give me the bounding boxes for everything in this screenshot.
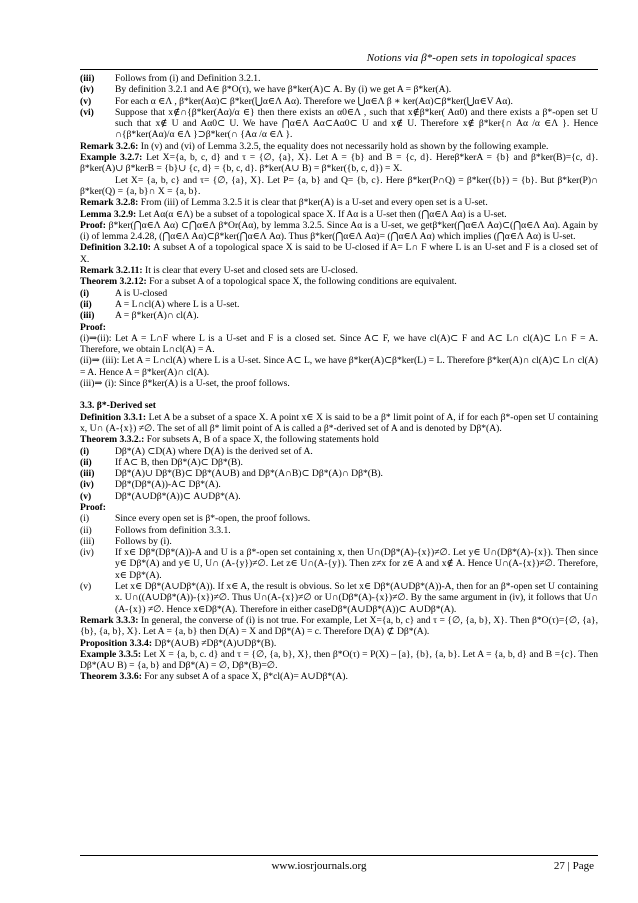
lemma-item xyxy=(80,84,598,95)
condition-label: (ii) xyxy=(80,298,92,310)
theorem-label: Theorem 3.3.6: xyxy=(80,671,142,683)
proof-item-text: Since every open set is β*-open, the proof follows. xyxy=(115,513,311,525)
theorem-text: For any subset A of a space X, β*cl(A)= A∪Dβ*(A). xyxy=(141,671,348,683)
condition-text: A = L∩cl(A) where L is a U-set. xyxy=(115,298,240,310)
remark-3-3-3 xyxy=(80,615,598,638)
condition-text: A = β*ker(A)∩ cl(A). xyxy=(115,310,199,322)
proof-item xyxy=(80,525,598,536)
lemma-item xyxy=(80,73,598,84)
item-text: Suppose that x∉∩{β*ker(Aα)/α ∈} then there exists an α0∈Λ , such that x∉β*ker( Aα0) and there exists a β*-open set U such that x∉ U and Aα0⊂ U. We have ⋂α∈Λ Aα⊂Aα0⊂ U and x∉ U. Therefore x∉ β*ker{∩ Aα /α ∈Λ }. Hence ∩{β*ker(Aα)/α ∈Λ }⊃β*ker(∩ {Aα /α ∈Λ }. xyxy=(115,106,598,141)
proof-item-label: (iii) xyxy=(80,535,95,547)
statement-text: If A⊂ B, then Dβ*(A)⊂ Dβ*(B). xyxy=(115,456,243,468)
remark-3-2-6 xyxy=(80,141,598,152)
proof-item xyxy=(80,513,598,524)
proof-item-label: (v) xyxy=(80,581,92,593)
proof-item xyxy=(80,547,598,581)
theorem-label: Theorem 3.2.12: xyxy=(80,276,147,288)
proof-item xyxy=(80,536,598,547)
lemma-item xyxy=(80,96,598,107)
statement-item xyxy=(80,479,598,490)
remark-3-2-8 xyxy=(80,197,598,208)
definition-text: A subset A of a topological space X is said to be U-closed if A= L∩ F where L is an U-set and F is a closed set of X. xyxy=(80,242,598,265)
definition-label: Definition 3.2.10: xyxy=(80,242,152,254)
proof-label: Proof: xyxy=(80,219,106,231)
example-text: Let X = {a, b, c. d} and τ = {∅, {a, b}, X}, then β*O(τ) = P(X) – [a}, {b}, {a, b}. Let A = {a, b, d} and B ={c}. Then Dβ*(A∪ B) = {a, b} and Dβ*(A) = ∅, Dβ*(B)=∅. xyxy=(80,648,598,672)
condition-text: A is U-closed xyxy=(115,287,168,299)
example-label: Example 3.2.7: xyxy=(80,152,143,164)
proof-item-label: (i) xyxy=(80,513,90,525)
proof-heading xyxy=(80,502,598,513)
page-body xyxy=(80,73,598,683)
proof-item-text: Follows by (i). xyxy=(115,535,172,547)
proposition-3-3-4 xyxy=(80,638,598,649)
theorem-3-3-6 xyxy=(80,671,598,682)
remark-text: In general, the converse of (i) is not true. For example, Let X={a, b, c} and τ = {∅, {a, b}, X}. Then β*O(τ)={∅, {a}, {b}, {a, b}, X}. Let A = {a, b} then D(A) = X and Dβ*(A) = c. Therefore D(A) ⊄ Dβ*(A). xyxy=(80,614,598,638)
proof-text: β*ker(⋂α∈Λ Aα) ⊂⋂α∈Λ β*Or(Aα), by lemma 3.2.5. Since Aα is a U-set, we getβ*ker(⋂α∈Λ Aα)⊂(⋂α∈Λ Aα). Again by (i) of lemma 2.4.28, (⋂α∈Λ Aα)⊂β*ker(⋂α∈Λ Aα). Thus β*ker(⋂α∈Λ Aα)= (⋂α∈Λ Aα) which implies (⋂α∈Λ Aα) is U-set. xyxy=(80,219,598,243)
proof-item-text: Let x∈ Dβ*(A∪Dβ*(A)). If x∈ A, the result is obvious. So let x∈ Dβ*(A∪Dβ*(A))-A, then for an β*-open set U containing x. U∩((A∪Dβ*(A))-{x})≠∅. Thus U∩(A-{x})≠∅ or U∩(Dβ*(A)-{x})≠∅. By the same argument in (iv), it follows that U∩ (A-{x}) ≠∅. Hence x∈Dβ*(A). Therefore in either caseDβ*(A∪Dβ*(A))⊂ A∪Dβ*(A). xyxy=(115,581,598,615)
proposition-text: Dβ*(A∪B) ≠Dβ*(A)∪Dβ*(B). xyxy=(152,637,277,649)
statement-text: Dβ*(A) ⊂D(A) where D(A) is the derived set of A. xyxy=(115,445,313,457)
footer-rule xyxy=(80,855,598,856)
theorem-3-3-2 xyxy=(80,434,598,445)
footer-url[interactable]: www.iosrjournals.org xyxy=(271,860,367,872)
section-heading: 3.3. β*-Derived set xyxy=(80,400,156,412)
item-text: For each α ∈Λ , β*ker(Aα)⊂ β*ker(⋃α∈Λ Aα). Therefore we ⋃α∈Λ β ∗ ker(Aα)⊂β*ker(⋃α∈V Aα). xyxy=(115,95,513,107)
proof-item-label: (iv) xyxy=(80,547,94,559)
item-label: (iii) xyxy=(80,73,95,84)
remark-text: In (v) and (vi) of Lemma 3.2.5, the equality does not necessarily hold as shown by the following example. xyxy=(138,140,549,152)
statement-text: Dβ*(A∪Dβ*(A))⊂ A∪Dβ*(A). xyxy=(115,490,241,502)
remark-text: It is clear that every U-set and closed sets are U-closed. xyxy=(142,265,358,277)
item-label: (iv) xyxy=(80,84,94,96)
theorem-label: Theorem 3.3.2.: xyxy=(80,434,145,446)
remark-label: Remark 3.2.11: xyxy=(80,265,143,277)
statement-item xyxy=(80,457,598,468)
definition-text: Let A be a subset of a space X. A point x∈ X is said to be a β* limit point of A, if for each β*-open set U containing x, U∩ (A-{x}) ≠∅. The set of all β* limit point of A is called a β*-derived set of A and is denoted by Dβ*(A). xyxy=(80,411,598,434)
remark-label: Remark 3.2.8: xyxy=(80,197,139,209)
condition-label: (i) xyxy=(80,287,90,299)
statement-text: Dβ*(Dβ*(A))-A⊂ Dβ*(A). xyxy=(115,479,221,491)
proof-label: Proof: xyxy=(80,321,106,333)
proof-line: (iii)⇒ (i): Since β*ker(A) is a U-set, the proof follows. xyxy=(80,378,290,390)
lemma-label: Lemma 3.2.9: xyxy=(80,208,137,220)
proof-label: Proof: xyxy=(80,501,106,513)
condition-item xyxy=(80,299,598,310)
definition-3-3-1 xyxy=(80,412,598,435)
proof-item xyxy=(80,581,598,615)
example-3-2-7-continued: Let X= {a, b, c} and τ= {∅, {a}, X}. Let P= {a, b} and Q= {b, c}. Here β*ker(P∩Q) = β*ker({b}) = {b}. But β*ker(P)∩ β*ker(Q) = {a, b}∩ X = {a, b}. xyxy=(80,174,598,197)
condition-label: (iii) xyxy=(80,310,95,322)
proof-item-text: If x∈ Dβ*(Dβ*(A))-A and U is a β*-open set containing x, then U∩(Dβ*(A)-{x})≠∅. Let y∈ U∩(Dβ*(A)-{x}). Then since y∈ Dβ*(A) and y∈ U, U∩ (A-{y})≠∅. Let z∈ U∩(A-{y}). Then z≠x for z∈ A and x∉ A. Hence U∩(A-{x})≠∅. Therefore, x∈ Dβ*(A). xyxy=(115,547,598,581)
condition-item xyxy=(80,310,598,321)
statement-item xyxy=(80,446,598,457)
theorem-3-2-12 xyxy=(80,276,598,287)
lemma-item xyxy=(80,107,598,141)
example-3-2-7 xyxy=(80,152,598,175)
item-label: (v) xyxy=(80,95,92,107)
remark-text: From (iii) of Lemma 3.2.5 it is clear that β*ker(A) is a U-set and every open set is a U-set. xyxy=(138,197,488,209)
item-text: Follows from (i) and Definition 3.2.1. xyxy=(115,73,261,84)
proof-item-label: (ii) xyxy=(80,524,92,536)
page-number: 27 | Page xyxy=(553,860,594,872)
example-text: Let X={a, b, c, d} and τ = {∅, {a}, X}. Let A = {b} and B = {c, d}. Hereβ*kerA = {b} and β*ker(B)={c, d}. β*ker(A)∪ β*kerB = {b}∪ {c, d} = {b, c, d}. β*ker(A∪ B) = β*ker({b, c, d}) = X. xyxy=(80,152,598,175)
header-rule xyxy=(80,69,598,70)
item-label: (vi) xyxy=(80,106,94,118)
statement-text: Dβ*(A)∪ Dβ*(B)⊂ Dβ*(A∪B) and Dβ*(A∩B)⊂ Dβ*(A)∩ Dβ*(B). xyxy=(115,468,383,480)
theorem-text: For a subset A of a topological space X, the following conditions are equivalent. xyxy=(146,276,457,288)
item-text: By definition 3.2.1 and A∈ β*O(τ), we have β*ker(A)⊂ A. By (i) we get A = β*ker(A). xyxy=(115,84,452,96)
running-head: Notions via β*-open sets in topological spaces xyxy=(366,52,576,64)
definition-3-2-10 xyxy=(80,242,598,265)
remark-3-2-11 xyxy=(80,265,598,276)
example-label: Example 3.3.5: xyxy=(80,648,142,660)
proposition-label: Proposition 3.3.4: xyxy=(80,637,153,649)
statement-label: (i) xyxy=(80,445,90,457)
lemma-text: Let Aα(α ∈Λ) be a subset of a topological space X. If Aα is a U-set then (⋂α∈Λ Aα) is a U-set. xyxy=(136,208,507,220)
proof-line: (ii)⇒ (iii): Let A = L∩cl(A) where L is a U-set. Since A⊂ L, we have β*ker(A)⊂β*ker(L) = L. Therefore β*ker(A)∩ cl(A)⊂ L∩ cl(A) = A. Hence A = β*ker(A)∩ cl(A). xyxy=(80,355,598,378)
remark-label: Remark 3.3.3: xyxy=(80,614,139,626)
condition-item xyxy=(80,288,598,299)
statement-item xyxy=(80,491,598,502)
proof-item-text: Follows from definition 3.3.1. xyxy=(115,524,231,536)
statement-item xyxy=(80,468,598,479)
proof-3-2-9 xyxy=(80,220,598,243)
definition-label: Definition 3.3.1: xyxy=(80,411,147,423)
proof-line: (i)⇒(ii): Let A = L∩F where L is a U-set and F is a closed set. Since A⊂ F, we have cl(A)⊂ F and A⊂ L∩ cl(A)⊂ L∩ F = A. Therefore, we obtain L∩cl(A) = A. xyxy=(80,332,598,356)
statement-label: (iv) xyxy=(80,479,94,491)
statement-label: (ii) xyxy=(80,456,92,468)
proof-heading xyxy=(80,322,598,333)
theorem-text: For subsets A, B of a space X, the following statements hold xyxy=(144,434,379,446)
statement-label: (v) xyxy=(80,490,92,502)
lemma-3-2-9 xyxy=(80,209,598,220)
example-3-3-5 xyxy=(80,649,598,672)
statement-label: (iii) xyxy=(80,468,95,480)
remark-label: Remark 3.2.6: xyxy=(80,140,139,152)
